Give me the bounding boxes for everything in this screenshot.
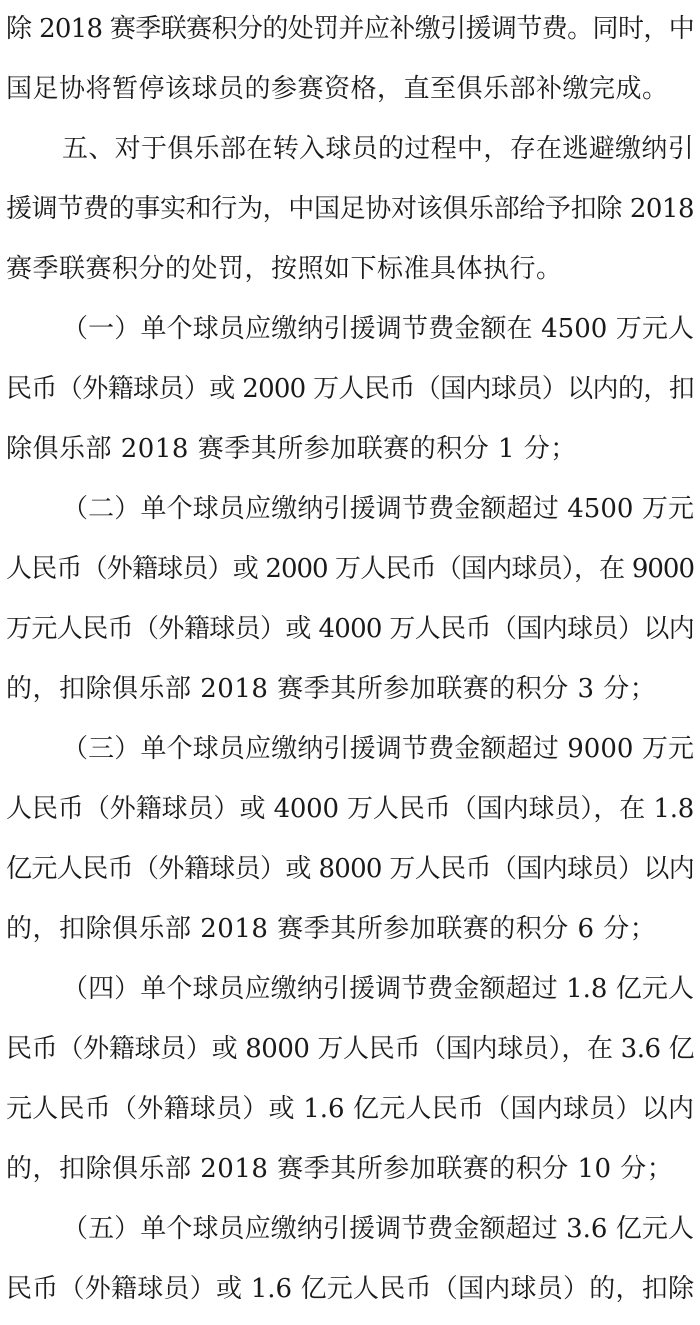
text-line: （一）单个球员应缴纳引援调节费金额在 4500 万元人 xyxy=(62,314,694,344)
text-line: 民币（外籍球员）或 2000 万人民币（国内球员）以内的，扣 xyxy=(6,374,694,404)
text-line: 除俱乐部 2018 赛季其所参加联赛的积分 1 分； xyxy=(6,434,577,464)
text-line: （四）单个球员应缴纳引援调节费金额超过 1.8 亿元人 xyxy=(62,974,694,1004)
text-line: 国足协将暂停该球员的参赛资格，直至俱乐部补缴完成。 xyxy=(6,74,669,104)
text-line: （三）单个球员应缴纳引援调节费金额超过 9000 万元 xyxy=(62,734,694,764)
text-line: 万元人民币（外籍球员）或 4000 万人民币（国内球员）以内 xyxy=(6,614,694,644)
text-line: 援调节费的事实和行为，中国足协对该俱乐部给予扣除 2018 xyxy=(6,194,694,224)
text-line: （五）单个球员应缴纳引援调节费金额超过 3.6 亿元人 xyxy=(62,1214,694,1244)
text-line: 人民币（外籍球员）或 4000 万人民币（国内球员），在 1.8 xyxy=(6,794,694,824)
text-line: 的，扣除俱乐部 2018 赛季其所参加联赛的积分 3 分； xyxy=(6,674,657,704)
text-line: 民币（外籍球员）或 1.6 亿元人民币（国内球员）的，扣除 xyxy=(6,1274,694,1304)
text-line: 亿元人民币（外籍球员）或 8000 万人民币（国内球员）以内 xyxy=(6,854,694,884)
text-line: 除 2018 赛季联赛积分的处罚并应补缴引援调节费。同时，中 xyxy=(6,14,694,44)
text-line: 元人民币（外籍球员）或 1.6 亿元人民币（国内球员）以内 xyxy=(6,1094,694,1124)
text-line: 的，扣除俱乐部 2018 赛季其所参加联赛的积分 6 分； xyxy=(6,914,657,944)
text-line: （二）单个球员应缴纳引援调节费金额超过 4500 万元 xyxy=(62,494,694,524)
text-line: 民币（外籍球员）或 8000 万人民币（国内球员），在 3.6 亿 xyxy=(6,1034,694,1064)
text-line: 五、对于俱乐部在转入球员的过程中，存在逃避缴纳引 xyxy=(62,134,694,164)
text-line: 人民币（外籍球员）或 2000 万人民币（国内球员），在 9000 xyxy=(6,554,694,584)
text-line: 赛季联赛积分的处罚，按照如下标准具体执行。 xyxy=(6,254,563,284)
text-line: 的，扣除俱乐部 2018 赛季其所参加联赛的积分 10 分； xyxy=(6,1154,674,1184)
